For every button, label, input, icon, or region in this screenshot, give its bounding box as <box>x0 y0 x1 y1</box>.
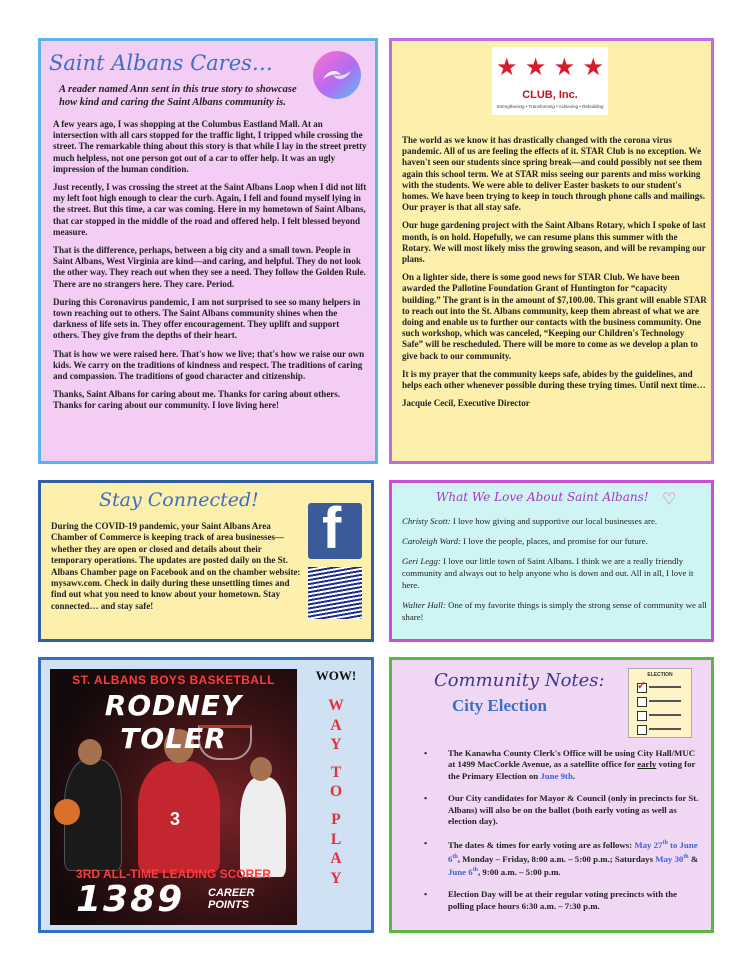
election-notes-list <box>406 748 704 923</box>
community-notes-panel <box>389 657 714 933</box>
star-icon: ★ <box>553 55 576 81</box>
star-paragraph: The world as we know it has drastically changed with the corona virus pandemic. All of us are feeling the effects of it. STAR Club is no exception. We haven't seen our students since spring break—and could possibly not see them again this school term. We at STAR miss seeing our parents and miss working with the students. We were able to deliver Easter baskets to our student's homes. We have been trying to keep in touch through phone calls and mailings. Our prayer is that all stay safe. <box>402 135 705 213</box>
stay-connected-body: During the COVID-19 pandemic, your Saint Albans Area Chamber of Commerce is keeping track of area businesses—whether they are open or closed and details about their temporary operations. The updates are posted daily on the St. Albans Chamber page on Facebook and on the chamber website: mysawv.com. Check in daily during these unsettling times and find out what you need to know about your hometown. Stay connected… and stay safe! <box>51 521 301 611</box>
career-points-label: CAREER POINTS <box>208 887 255 911</box>
star-paragraph: Our huge gardening project with the Saint Albans Rotary, which I spoke of last month, is on hold. Hopefully, we can resume plans this summer with the Rotary. We will most likely miss the growing season, and will be revamping our plans. <box>402 220 706 265</box>
quote-item: Christy Scott: I love how giving and supportive our local businesses are. <box>402 516 658 526</box>
letter: T <box>330 763 342 781</box>
player-name: RODNEY TOLER <box>104 689 243 755</box>
letter: L <box>330 830 342 848</box>
checkmark-icon: ✓ <box>637 680 647 692</box>
star-icon: ★ <box>582 55 604 81</box>
star-icon: ★ <box>524 55 547 81</box>
basketball-poster-panel <box>38 657 374 933</box>
way-to-play-letters <box>303 696 369 888</box>
caring-hands-icon <box>313 51 361 99</box>
facebook-icon[interactable]: f <box>308 503 362 559</box>
letter: W <box>328 697 344 714</box>
heart-icon: ♡ <box>662 491 677 508</box>
star-club-logo <box>492 47 608 115</box>
star-club-body <box>402 135 707 416</box>
quote-item: Geri Legg: I love our little town of Saint Albans. I think we are a really friendly community and always out to help anyone who is down and out. All in all, I love it here. <box>402 556 694 590</box>
bullet-icon: • <box>424 889 428 900</box>
bullet-icon: • <box>424 838 428 849</box>
story-paragraph: Just recently, I was crossing the street at the Saint Albans Loop when I did not lift my left foot high enough to clear the curb. Again, I fell and found myself lying in the street. But this time, a car was coming. Here in my hometown of Saint Albans, that car stopped in the middle of the road and offered help. I felt blessed beyond measure. <box>53 182 367 237</box>
career-points-number: 1389 <box>76 879 185 920</box>
election-note: • The dates & times for early voting are as follows: May 27th to June 6th, Monday – Friday, 8:00 a.m. – 5:00 p.m.; Saturdays May 30th & June 6th, 9:00 a.m. – 5:00 p.m. <box>424 838 699 878</box>
letter: O <box>329 783 343 801</box>
election-note: • Our City candidates for Mayor & Council (only in precincts for St. Albans) will also be on the ballot (both early voting as well as election day). <box>424 793 699 827</box>
star-letters <box>496 55 604 83</box>
what-we-love-title: What We Love About Saint Albans! <box>436 490 649 504</box>
quote-author: Walter Hall: <box>402 600 446 610</box>
story-paragraph: A few years ago, I was shopping at the Columbus Eastland Mall. At an intersection with all cars stopped for the traffic light, I tripped while crossing the street. The remarkable thing about this story is that while I lay in the street pretty much helpless, not one person got out of a car to offer help. It was an ugly impression of the human condition. <box>53 119 367 174</box>
letter: Y <box>330 869 342 887</box>
story-intro: A reader named Ann sent in this true story to showcase how kind and caring the Saint Albans community is. <box>59 84 297 108</box>
star-icon: ★ <box>496 55 518 81</box>
poster-tagline: 3RD ALL-TIME LEADING SCORER <box>76 867 271 881</box>
quote-author: Caroleigh Ward: <box>402 536 461 546</box>
star-club-panel <box>389 38 714 464</box>
letter: P <box>331 810 341 828</box>
quote-author: Christy Scott: <box>402 516 451 526</box>
election-note: • Election Day will be at their regular voting precincts with the polling place hours 6:30 a.m. – 7:30 p.m. <box>424 889 678 911</box>
what-we-love-panel <box>389 480 714 642</box>
city-election-subtitle: City Election <box>452 696 547 715</box>
community-notes-title: Community Notes: <box>434 670 605 691</box>
letter: A <box>330 850 342 868</box>
letter: Y <box>330 736 342 754</box>
poster-header: ST. ALBANS BOYS BASKETBALL <box>72 673 275 687</box>
story-paragraph: That is how we were raised here. That's how we live; that's how we raise our own kids. We carry on the traditions of kindness and respect. The traditions of caring and compassion. The traditions of good character and citizenship. <box>53 348 365 382</box>
jersey-number: 3 <box>170 809 181 829</box>
saint-albans-cares-title: Saint Albans Cares… <box>49 51 273 75</box>
election-note: • The Kanawha County Clerk's Office will be using City Hall/MUC at 1499 MacCorkle Avenue, as a satellite office for early voting for the Primary Election on June 9th. <box>424 748 696 781</box>
logo-name: CLUB, Inc. <box>522 89 578 101</box>
ballot-icon <box>628 668 692 738</box>
star-signature: Jacquie Cecil, Executive Director <box>402 398 530 409</box>
basketball-icon <box>54 799 80 825</box>
quotes-list <box>402 515 707 631</box>
basketball-poster-image <box>50 669 297 925</box>
stay-connected-panel <box>38 480 374 642</box>
story-paragraph: During this Coronavirus pandemic, I am not surprised to see so many helpers in town reaching out to others. The Saint Albans community shines when the darkness of life sets in. They offer encouragement. They uplift and support others. They give from the depths of their heart. <box>53 296 361 341</box>
story-paragraph: Thanks, Saint Albans for caring about me. Thanks for caring about others. Thanks for caring about our community. I love living here! <box>53 389 341 411</box>
story-body <box>53 119 367 419</box>
quote-item: Walter Hall: One of my favorite things is simply the strong sense of community we all share! <box>402 600 707 622</box>
letter: A <box>330 716 342 734</box>
saint-albans-cares-panel <box>38 38 378 464</box>
story-paragraph: That is the difference, perhaps, between a big city and a small town. People in Saint Albans, West Virginia are kind—and caring, and helpful. They do not look the other way. They reach out when they see a need. They follow the Golden Rule. There are no strangers here. They care. Period. <box>53 245 366 289</box>
bullet-icon: • <box>424 793 428 804</box>
quote-item: Caroleigh Ward: I love the people, places, and promise for our future. <box>402 536 648 546</box>
stay-connected-title: Stay Connected! <box>99 489 259 511</box>
ballot-title: ELECTION <box>647 672 673 678</box>
decorative-stripes-image <box>308 567 362 619</box>
wow-label: WOW! <box>315 668 357 683</box>
star-paragraph: On a lighter side, there is some good news for STAR Club. We have been awarded the Pallotine Foundation Grant of Huntington for “capacity building.” The grant is in the amount of $7,100.00. This grant will enable STAR to reach out into the St. Albans community, keep them abreast of what we are doing and enable us to further our contacts with the business community. One such workshop, which was canceled, “Keeping our Children's Technology Safe” will be rescheduled. There will be more to come as we develop a plan to give back to our community. <box>402 272 707 361</box>
bullet-icon: • <box>424 748 428 758</box>
logo-tagline: Strengthening • Transforming • Achieving • Rebuilding <box>496 104 604 109</box>
quote-author: Geri Legg: <box>402 556 441 566</box>
star-paragraph: It is my prayer that the community keeps safe, abides by the guidelines, and helps each other whenever possible during these trying times. Until next time… <box>402 368 706 391</box>
player-figure <box>240 777 286 877</box>
